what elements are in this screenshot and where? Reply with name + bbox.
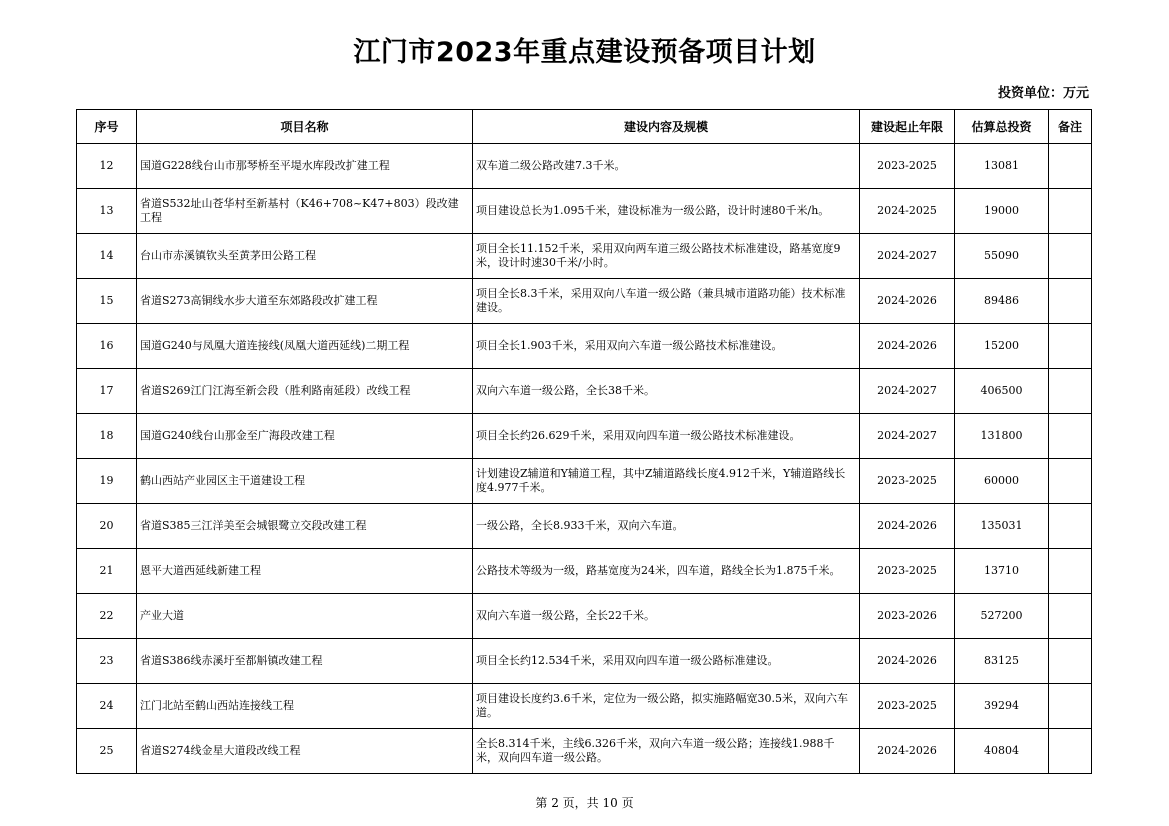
cell-project-name: 江门北站至鹤山西站连接线工程 — [137, 684, 473, 729]
table-row — [77, 189, 1092, 234]
cell-period: 2024-2027 — [860, 414, 955, 459]
cell-period: 2024-2026 — [860, 324, 955, 369]
cell-project-name: 鹤山西站产业园区主干道建设工程 — [137, 459, 473, 504]
cell-investment: 83125 — [955, 639, 1049, 684]
cell-period: 2024-2025 — [860, 189, 955, 234]
cell-remark — [1049, 189, 1092, 234]
cell-content: 全长8.314千米，主线6.326千米，双向六车道一级公路；连接线1.988千米，双向四车道一级公路。 — [473, 729, 860, 774]
cell-index: 20 — [77, 504, 137, 549]
cell-index: 22 — [77, 594, 137, 639]
cell-investment: 55090 — [955, 234, 1049, 279]
cell-period: 2024-2026 — [860, 504, 955, 549]
cell-period: 2023-2025 — [860, 549, 955, 594]
cell-project-name: 产业大道 — [137, 594, 473, 639]
cell-investment: 406500 — [955, 369, 1049, 414]
cell-remark — [1049, 549, 1092, 594]
cell-project-name: 省道S273高铜线水步大道至东郊路段改扩建工程 — [137, 279, 473, 324]
cell-remark — [1049, 729, 1092, 774]
cell-content: 计划建设Z辅道和Y辅道工程，其中Z辅道路线长度4.912千米，Y辅道路线长度4.977千米。 — [473, 459, 860, 504]
header-content: 建设内容及规模 — [473, 110, 860, 144]
table-row — [77, 234, 1092, 279]
table-row — [77, 279, 1092, 324]
cell-investment: 131800 — [955, 414, 1049, 459]
cell-index: 15 — [77, 279, 137, 324]
cell-index: 17 — [77, 369, 137, 414]
cell-project-name: 省道S385三江洋美至会城银鹭立交段改建工程 — [137, 504, 473, 549]
cell-period: 2023-2025 — [860, 459, 955, 504]
table-row — [77, 594, 1092, 639]
cell-index: 14 — [77, 234, 137, 279]
table-row — [77, 639, 1092, 684]
cell-investment: 13710 — [955, 549, 1049, 594]
cell-index: 19 — [77, 459, 137, 504]
cell-index: 12 — [77, 144, 137, 189]
cell-index: 13 — [77, 189, 137, 234]
cell-content: 公路技术等级为一级，路基宽度为24米，四车道，路线全长为1.875千米。 — [473, 549, 860, 594]
table-row — [77, 324, 1092, 369]
table-body — [77, 144, 1092, 774]
table-header-row — [77, 110, 1092, 144]
cell-content: 项目全长1.903千米，采用双向六车道一级公路技术标准建设。 — [473, 324, 860, 369]
table-row — [77, 144, 1092, 189]
cell-remark — [1049, 279, 1092, 324]
table-row — [77, 504, 1092, 549]
cell-investment: 89486 — [955, 279, 1049, 324]
cell-period: 2024-2026 — [860, 729, 955, 774]
cell-content: 项目全长约26.629千米，采用双向四车道一级公路技术标准建设。 — [473, 414, 860, 459]
cell-project-name: 国道G228线台山市那琴桥至平堤水库段改扩建工程 — [137, 144, 473, 189]
cell-remark — [1049, 504, 1092, 549]
cell-project-name: 省道S269江门江海至新会段（胜利路南延段）改线工程 — [137, 369, 473, 414]
cell-remark — [1049, 369, 1092, 414]
cell-remark — [1049, 684, 1092, 729]
cell-investment: 60000 — [955, 459, 1049, 504]
cell-remark — [1049, 639, 1092, 684]
cell-project-name: 省道S386线赤溪圩至都斛镇改建工程 — [137, 639, 473, 684]
cell-period: 2023-2025 — [860, 684, 955, 729]
cell-project-name: 恩平大道西延线新建工程 — [137, 549, 473, 594]
cell-index: 24 — [77, 684, 137, 729]
table-row — [77, 549, 1092, 594]
cell-content: 双向六车道一级公路，全长22千米。 — [473, 594, 860, 639]
cell-content: 双向六车道一级公路，全长38千米。 — [473, 369, 860, 414]
cell-content: 项目全长约12.534千米，采用双向四车道一级公路标准建设。 — [473, 639, 860, 684]
table-row — [77, 684, 1092, 729]
cell-content: 项目全长8.3千米，采用双向八车道一级公路（兼具城市道路功能）技术标准建设。 — [473, 279, 860, 324]
cell-remark — [1049, 594, 1092, 639]
table-row — [77, 414, 1092, 459]
cell-investment: 527200 — [955, 594, 1049, 639]
header-name: 项目名称 — [137, 110, 473, 144]
table-row — [77, 459, 1092, 504]
cell-period: 2024-2026 — [860, 639, 955, 684]
cell-project-name: 省道S274线金星大道段改线工程 — [137, 729, 473, 774]
cell-content: 项目全长11.152千米，采用双向两车道三级公路技术标准建设，路基宽度9米，设计时速30千米/小时。 — [473, 234, 860, 279]
page-title: 江门市2023年重点建设预备项目计划 — [353, 37, 816, 68]
cell-index: 23 — [77, 639, 137, 684]
header-investment: 估算总投资 — [955, 110, 1049, 144]
cell-project-name: 省道S532址山苍华村至新基村（K46+708~K47+803）段改建工程 — [137, 189, 473, 234]
cell-content: 双车道二级公路改建7.3千米。 — [473, 144, 860, 189]
cell-investment: 40804 — [955, 729, 1049, 774]
cell-period: 2024-2027 — [860, 234, 955, 279]
cell-period: 2023-2025 — [860, 144, 955, 189]
cell-project-name: 台山市赤溪镇钦头至黄茅田公路工程 — [137, 234, 473, 279]
cell-investment: 19000 — [955, 189, 1049, 234]
project-table — [76, 109, 1092, 774]
cell-remark — [1049, 414, 1092, 459]
header-period: 建设起止年限 — [860, 110, 955, 144]
cell-period: 2024-2027 — [860, 369, 955, 414]
cell-remark — [1049, 459, 1092, 504]
cell-index: 21 — [77, 549, 137, 594]
cell-index: 25 — [77, 729, 137, 774]
table-row — [77, 729, 1092, 774]
cell-content: 项目建设长度约3.6千米，定位为一级公路，拟实施路幅宽30.5米，双向六车道。 — [473, 684, 860, 729]
cell-project-name: 国道G240线台山那金至广海段改建工程 — [137, 414, 473, 459]
cell-investment: 135031 — [955, 504, 1049, 549]
page-footer: 第 2 页，共 10 页 — [535, 796, 634, 810]
cell-investment: 13081 — [955, 144, 1049, 189]
cell-project-name: 国道G240与凤凰大道连接线(凤凰大道西延线)二期工程 — [137, 324, 473, 369]
cell-content: 项目建设总长为1.095千米，建设标准为一级公路，设计时速80千米/h。 — [473, 189, 860, 234]
header-index: 序号 — [77, 110, 137, 144]
cell-index: 18 — [77, 414, 137, 459]
cell-investment: 15200 — [955, 324, 1049, 369]
cell-investment: 39294 — [955, 684, 1049, 729]
cell-remark — [1049, 324, 1092, 369]
table-row — [77, 369, 1092, 414]
cell-period: 2024-2026 — [860, 279, 955, 324]
cell-content: 一级公路，全长8.933千米，双向六车道。 — [473, 504, 860, 549]
cell-remark — [1049, 144, 1092, 189]
header-remark: 备注 — [1049, 110, 1092, 144]
cell-remark — [1049, 234, 1092, 279]
investment-unit: 投资单位：万元 — [997, 86, 1089, 101]
cell-index: 16 — [77, 324, 137, 369]
cell-period: 2023-2026 — [860, 594, 955, 639]
